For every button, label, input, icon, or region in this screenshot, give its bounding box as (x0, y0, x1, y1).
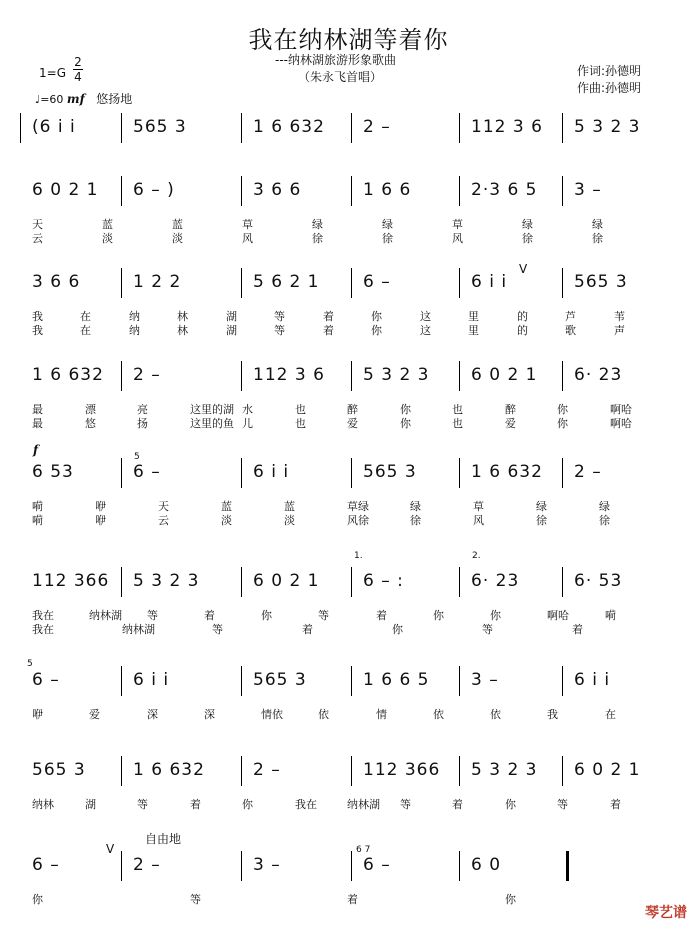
bar-line (241, 113, 242, 143)
volta-1: 1. (354, 551, 363, 561)
fermata-tag-2: 5 (27, 659, 33, 669)
measure-notes: 6 i i (574, 670, 611, 690)
lyric-line-2: 湖 (226, 324, 237, 337)
lyric-line-1: 天 (32, 218, 43, 231)
lyric-line-1: 嗬 (32, 500, 43, 513)
bar-line (241, 268, 242, 298)
measure-notes: 1 6 6 (363, 180, 412, 200)
lyric-line-1: 我在 (295, 798, 317, 811)
bar-line (562, 458, 563, 488)
lyric-line-1: 醉 (505, 403, 516, 416)
measure-notes: 3 – (253, 855, 281, 875)
lyric-line-2: 徐 (410, 514, 421, 527)
bar-line (351, 666, 352, 696)
expression-mark: 悠扬地 (96, 92, 133, 106)
measure-notes: 6· 23 (471, 571, 520, 591)
bar-line (351, 567, 352, 597)
lyric-line-2: 也 (452, 417, 463, 430)
song-title: 我在纳林湖等着你 (248, 26, 449, 54)
bar-line (351, 756, 352, 786)
lyric-line-1: 蓝 (284, 500, 295, 513)
measure-notes: 5 3 2 3 (133, 571, 200, 591)
bar-line (459, 851, 460, 881)
lyric-line-2: 等 (212, 623, 223, 636)
measure-notes: (6 i i (32, 117, 76, 137)
lyric-line-1: 嗬 (605, 609, 616, 622)
time-signature (73, 55, 83, 84)
singer-credit: （朱永飞首唱） (298, 70, 383, 84)
bar-line (121, 567, 122, 597)
lyric-line-1: 等 (274, 310, 285, 323)
measure-notes: 6 i i (253, 462, 290, 482)
lyric-line-2: 我在 (32, 623, 54, 636)
bar-line (562, 666, 563, 696)
bar-line (562, 113, 563, 143)
bar-line (562, 361, 563, 391)
lyric-line-1: 水 (242, 403, 253, 416)
lyric-line-1: 的 (517, 310, 528, 323)
measure-notes: 6 – (363, 855, 391, 875)
lyric-line-2: 风徐 (347, 514, 369, 527)
lyric-line-1: 草 (452, 218, 463, 231)
lyric-line-2: 徐 (599, 514, 610, 527)
measure-notes: 112 3 6 (471, 117, 543, 137)
measure-notes: 6 0 (471, 855, 502, 875)
lyric-line-2: 你 (557, 417, 568, 430)
lyric-line-2: 这 (420, 324, 431, 337)
bar-line (121, 268, 122, 298)
measure-notes: 6 i i (133, 670, 170, 690)
measure-notes: 565 3 (133, 117, 187, 137)
measure-notes: 1 2 2 (133, 272, 182, 292)
lyric-line-1: 情依 (261, 708, 283, 721)
key-signature: 1=G (39, 66, 66, 80)
bar-line (241, 458, 242, 488)
lyric-line-2: 最 (32, 417, 43, 430)
lyric-line-1: 纳林 (32, 798, 54, 811)
measure-notes: 1 6 632 (253, 117, 325, 137)
measure-notes: 3 6 6 (32, 272, 81, 292)
breath-mark-2: V (106, 842, 115, 856)
lyric-line-2: 嗬 (32, 514, 43, 527)
lyric-line-2: 徐 (312, 232, 323, 245)
lyric-line-2: 淡 (221, 514, 232, 527)
measure-notes: 6 – : (363, 571, 404, 591)
measure-notes: 6· 23 (574, 365, 623, 385)
lyric-line-1: 依 (433, 708, 444, 721)
lyric-line-1: 纳林湖 (89, 609, 122, 622)
measure-notes: 1 6 632 (32, 365, 104, 385)
bar-line (562, 268, 563, 298)
bar-line (459, 567, 460, 597)
lyric-line-1: 啊哈 (610, 403, 632, 416)
tempo-mark (35, 90, 132, 107)
measure-notes: 6 0 2 1 (253, 571, 320, 591)
lyric-line-1: 你 (490, 609, 501, 622)
measure-notes: 5 6 2 1 (253, 272, 320, 292)
lyric-line-1: 林 (177, 310, 188, 323)
lyric-line-1: 你 (433, 609, 444, 622)
forte-mark: f (33, 443, 39, 457)
measure-notes: 5 3 2 3 (574, 117, 641, 137)
lyric-line-2: 啊哈 (610, 417, 632, 430)
lyric-line-1: 苇 (614, 310, 625, 323)
free-tempo-mark: 自由地 (145, 832, 182, 846)
lyric-line-2: 爱 (347, 417, 358, 430)
bar-line (20, 113, 21, 143)
lyric-line-2: 徐 (592, 232, 603, 245)
lyric-line-1: 你 (400, 403, 411, 416)
lyric-line-1: 情 (376, 708, 387, 721)
lyric-line-1: 纳林湖 (347, 798, 380, 811)
bar-line (121, 176, 122, 206)
bar-line (121, 851, 122, 881)
lyric-line-1: 你 (505, 893, 516, 906)
lyric-line-1: 咿 (95, 500, 106, 513)
measure-notes: 3 6 6 (253, 180, 302, 200)
lyricist-credit: 作词:孙德明 (577, 64, 642, 78)
lyric-line-1: 你 (32, 893, 43, 906)
lyric-line-2: 声 (614, 324, 625, 337)
measure-notes: 6 0 2 1 (32, 180, 99, 200)
lyric-line-2: 我 (32, 324, 43, 337)
lyric-line-1: 绿 (382, 218, 393, 231)
lyric-line-1: 漂 (85, 403, 96, 416)
lyric-line-1: 着 (347, 893, 358, 906)
lyric-line-1: 芦 (565, 310, 576, 323)
lyric-line-1: 依 (490, 708, 501, 721)
lyric-line-1: 爱 (89, 708, 100, 721)
fermata-tag: 5 (134, 452, 140, 462)
lyric-line-1: 等 (400, 798, 411, 811)
measure-notes: 5 3 2 3 (363, 365, 430, 385)
lyric-line-2: 着 (302, 623, 313, 636)
measure-notes: 6 – (32, 855, 60, 875)
lyric-line-2: 纳 (129, 324, 140, 337)
lyric-line-2: 儿 (242, 417, 253, 430)
lyric-line-1: 我在 (32, 609, 54, 622)
lyric-line-2: 着 (572, 623, 583, 636)
site-logo: 琴艺谱 (645, 905, 687, 921)
lyric-line-2: 淡 (172, 232, 183, 245)
lyric-line-1: 着 (190, 798, 201, 811)
lyric-line-1: 你 (261, 609, 272, 622)
lyric-line-1: 着 (452, 798, 463, 811)
bar-line (241, 851, 242, 881)
lyric-line-1: 湖 (226, 310, 237, 323)
bar-line (351, 113, 352, 143)
final-bar-line (566, 851, 569, 881)
bar-line (121, 361, 122, 391)
lyric-line-2: 里 (468, 324, 479, 337)
lyric-line-1: 这里的湖 (190, 403, 234, 416)
bar-line (459, 666, 460, 696)
lyric-line-2: 等 (274, 324, 285, 337)
lyric-line-1: 你 (505, 798, 516, 811)
bar-line (459, 458, 460, 488)
measure-notes: 1 6 6 5 (363, 670, 430, 690)
lyric-line-1: 着 (204, 609, 215, 622)
bar-line (121, 756, 122, 786)
lyric-line-2: 林 (177, 324, 188, 337)
measure-notes: 112 366 (363, 760, 441, 780)
lyric-line-1: 等 (137, 798, 148, 811)
lyric-line-2: 歌 (565, 324, 576, 337)
bar-line (241, 361, 242, 391)
volta-2: 2. (472, 551, 481, 561)
bar-line (562, 567, 563, 597)
bar-line (121, 458, 122, 488)
bar-line (459, 361, 460, 391)
bar-line (562, 176, 563, 206)
lyric-line-1: 亮 (137, 403, 148, 416)
bar-line (351, 458, 352, 488)
lyric-line-2: 徐 (382, 232, 393, 245)
measure-notes: 565 3 (32, 760, 86, 780)
measure-notes: 565 3 (363, 462, 417, 482)
lyric-line-2: 纳林湖 (122, 623, 155, 636)
lyric-line-1: 绿 (599, 500, 610, 513)
lyric-line-2: 你 (371, 324, 382, 337)
lyric-line-2: 咿 (95, 514, 106, 527)
bar-line (459, 268, 460, 298)
lyric-line-2: 你 (400, 417, 411, 430)
bar-line (459, 756, 460, 786)
lyric-line-1: 在 (605, 708, 616, 721)
lyric-line-1: 蓝 (172, 218, 183, 231)
measure-notes: 2·3 6 5 (471, 180, 538, 200)
lyric-line-2: 在 (80, 324, 91, 337)
lyric-line-1: 等 (318, 609, 329, 622)
measure-notes: 6 0 2 1 (471, 365, 538, 385)
measure-notes: 2 – (574, 462, 602, 482)
lyric-line-1: 你 (242, 798, 253, 811)
lyric-line-1: 绿 (522, 218, 533, 231)
tempo-value: ♩=60 (35, 93, 64, 106)
lyric-line-2: 云 (32, 232, 43, 245)
bar-line (562, 756, 563, 786)
lyric-line-1: 我 (547, 708, 558, 721)
measure-notes: 3 – (471, 670, 499, 690)
lyric-line-2: 云 (158, 514, 169, 527)
lyric-line-2: 悠 (85, 417, 96, 430)
lyric-line-2: 这里的鱼 (190, 417, 234, 430)
lyric-line-1: 绿 (592, 218, 603, 231)
measure-notes: 6 – (32, 670, 60, 690)
measure-notes: 6 – ) (133, 180, 175, 200)
lyric-line-1: 等 (147, 609, 158, 622)
lyric-line-1: 着 (323, 310, 334, 323)
measure-notes: 1 6 632 (133, 760, 205, 780)
lyric-line-1: 最 (32, 403, 43, 416)
lyric-line-2: 的 (517, 324, 528, 337)
lyric-line-2: 你 (392, 623, 403, 636)
lyric-line-1: 深 (204, 708, 215, 721)
lyric-line-1: 绿 (312, 218, 323, 231)
lyric-line-1: 也 (295, 403, 306, 416)
lyric-line-1: 在 (80, 310, 91, 323)
time-top: 2 (74, 55, 82, 69)
lyric-line-1: 等 (190, 893, 201, 906)
lyric-line-1: 咿 (32, 708, 43, 721)
bar-line (241, 567, 242, 597)
lyric-line-1: 着 (610, 798, 621, 811)
song-subtitle: ---纳林湖旅游形象歌曲 (275, 53, 396, 67)
bar-line (351, 176, 352, 206)
lyric-line-1: 等 (557, 798, 568, 811)
lyric-line-1: 也 (452, 403, 463, 416)
lyric-line-2: 淡 (284, 514, 295, 527)
lyric-line-2: 徐 (522, 232, 533, 245)
bar-line (351, 361, 352, 391)
measure-notes: 6 i i (471, 272, 508, 292)
bar-line (121, 113, 122, 143)
composer-credit: 作曲:孙德明 (577, 81, 642, 95)
bar-line (241, 176, 242, 206)
measure-notes: 565 3 (574, 272, 628, 292)
fermata-tag-3: 6 7 (356, 845, 371, 855)
measure-notes: 6 53 (32, 462, 74, 482)
lyric-line-1: 绿 (410, 500, 421, 513)
lyric-line-1: 我 (32, 310, 43, 323)
lyric-line-1: 绿 (536, 500, 547, 513)
measure-notes: 2 – (133, 855, 161, 875)
measure-notes: 5 3 2 3 (471, 760, 538, 780)
lyric-line-1: 深 (147, 708, 158, 721)
lyric-line-1: 草 (242, 218, 253, 231)
lyric-line-1: 你 (557, 403, 568, 416)
lyric-line-1: 着 (376, 609, 387, 622)
dynamic-mark: mf (66, 92, 85, 106)
time-bottom: 4 (74, 70, 82, 84)
bar-line (459, 113, 460, 143)
lyric-line-2: 徐 (536, 514, 547, 527)
bar-line (121, 666, 122, 696)
lyric-line-1: 纳 (129, 310, 140, 323)
lyric-line-1: 醉 (347, 403, 358, 416)
lyric-line-1: 这 (420, 310, 431, 323)
lyric-line-1: 草绿 (347, 500, 369, 513)
lyric-line-1: 里 (468, 310, 479, 323)
lyric-line-1: 草 (473, 500, 484, 513)
lyric-line-2: 也 (295, 417, 306, 430)
bar-line (351, 851, 352, 881)
lyric-line-1: 蓝 (221, 500, 232, 513)
lyric-line-1: 啊哈 (547, 609, 569, 622)
lyric-line-1: 天 (158, 500, 169, 513)
bar-line (241, 666, 242, 696)
lyric-line-2: 风 (452, 232, 463, 245)
lyric-line-2: 着 (323, 324, 334, 337)
bar-line (351, 268, 352, 298)
measure-notes: 2 – (133, 365, 161, 385)
measure-notes: 6· 53 (574, 571, 623, 591)
lyric-line-1: 蓝 (102, 218, 113, 231)
lyric-line-2: 风 (473, 514, 484, 527)
measure-notes: 565 3 (253, 670, 307, 690)
measure-notes: 1 6 632 (471, 462, 543, 482)
measure-notes: 3 – (574, 180, 602, 200)
measure-notes: 6 – (363, 272, 391, 292)
measure-notes: 112 3 6 (253, 365, 325, 385)
bar-line (241, 756, 242, 786)
lyric-line-2: 爱 (505, 417, 516, 430)
lyric-line-2: 淡 (102, 232, 113, 245)
breath-mark: V (519, 262, 528, 276)
lyric-line-2: 扬 (137, 417, 148, 430)
lyric-line-1: 依 (318, 708, 329, 721)
measure-notes: 2 – (363, 117, 391, 137)
bar-line (459, 176, 460, 206)
lyric-line-1: 你 (371, 310, 382, 323)
lyric-line-2: 等 (482, 623, 493, 636)
measure-notes: 6 – (133, 462, 161, 482)
measure-notes: 6 0 2 1 (574, 760, 641, 780)
lyric-line-2: 风 (242, 232, 253, 245)
measure-notes: 2 – (253, 760, 281, 780)
lyric-line-1: 湖 (85, 798, 96, 811)
measure-notes: 112 366 (32, 571, 110, 591)
